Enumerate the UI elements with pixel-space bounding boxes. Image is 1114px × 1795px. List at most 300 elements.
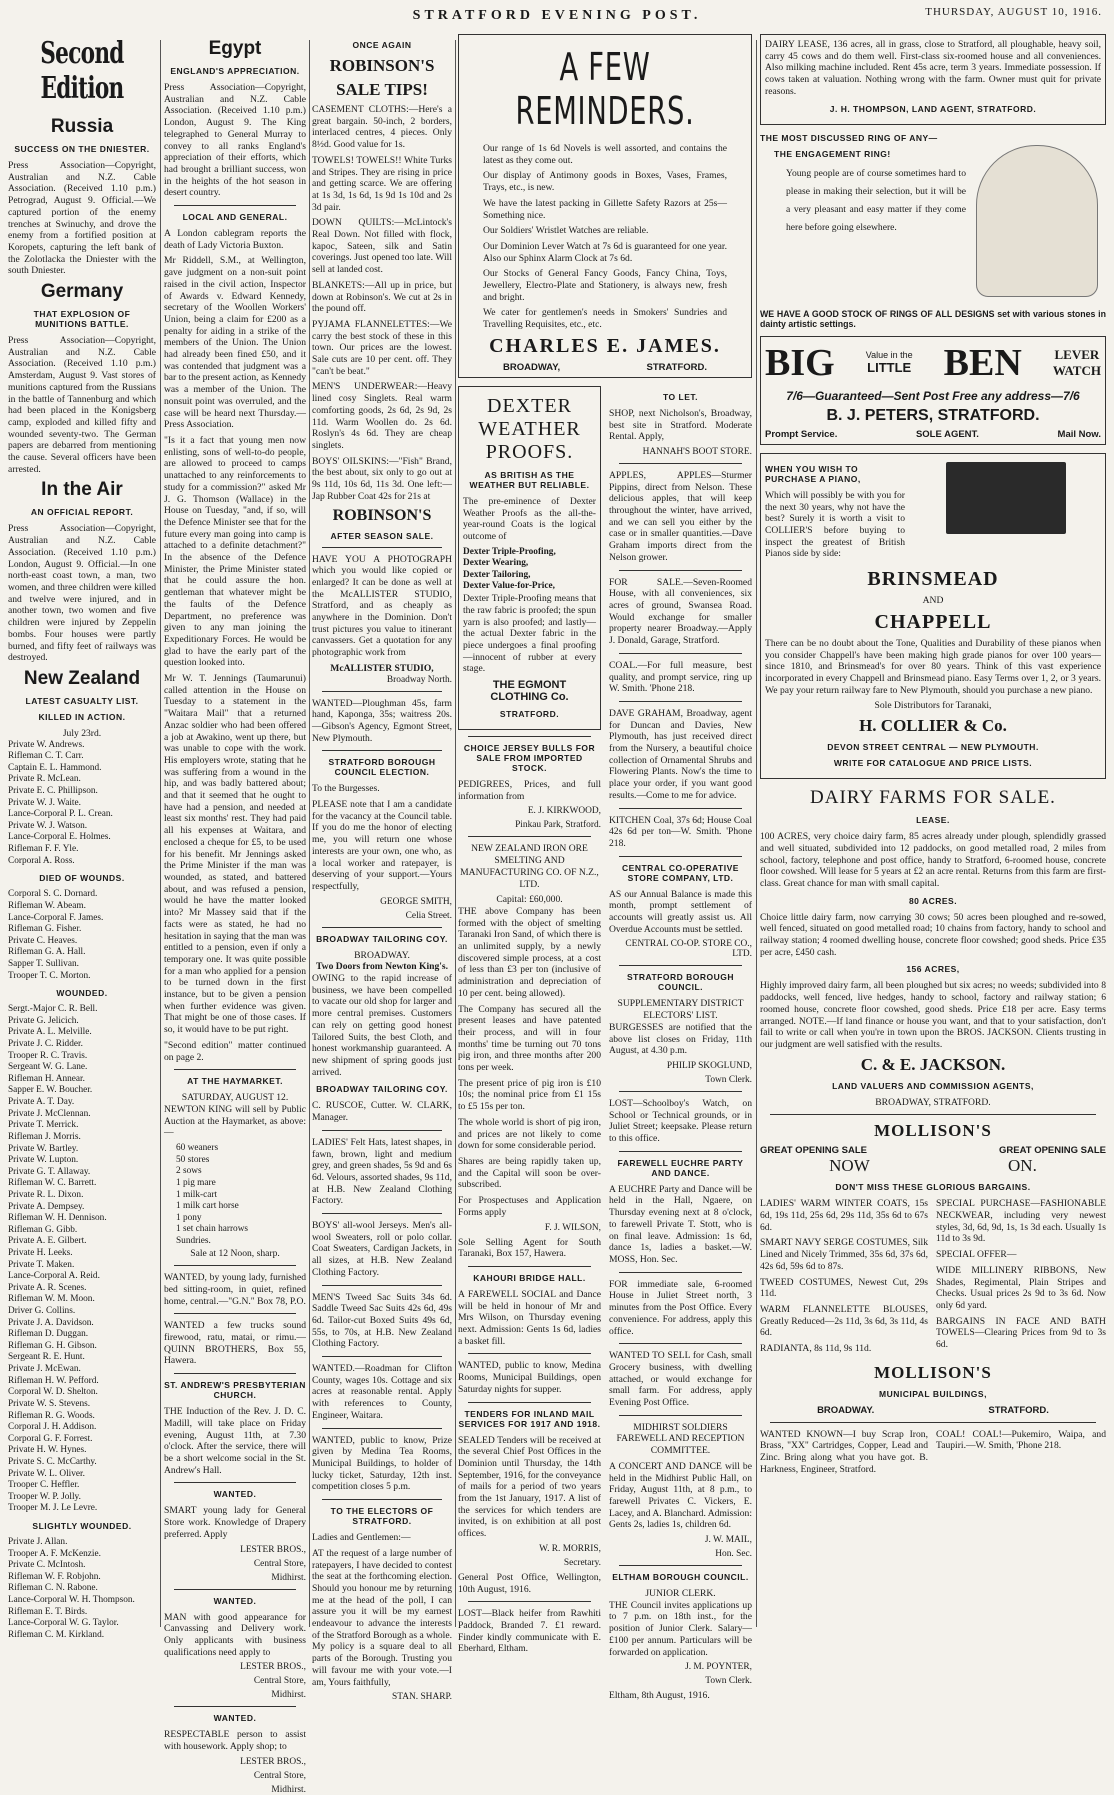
ad-signature: Central Store, xyxy=(253,1676,306,1687)
list-item: Trooper C. Heffler. xyxy=(8,1480,80,1491)
egypt-article: Press Association—Copyright, Australian and N.Z. Cable Association. (Received 1.10 p.m.) London, August 9. The King telegraphed to General Murray to convey to all ranks England's appreciation of their efforts, which had brought a brilliant success, won in the heights of the hot season in desert country. xyxy=(164,82,306,199)
list-item: 50 stores xyxy=(176,1154,210,1165)
piano-desc: There can be no doubt about the Tone, Qualities and Durability of these pianos when you consider Chappell's have been making high grade pianos for over 100 years—since 1810, and Brinsmead's for over 80 years. Think of this vast experience incorporated in every Chappell and Brinsmead piano. Easy Terms over 1, 2, or 3 years. We pay your return railway fare to New Plymouth, should you purchase a new piano. xyxy=(765,637,1101,696)
list-item: Private H. Leeks. xyxy=(8,1247,73,1258)
electors-heading: TO THE ELECTORS OF STRATFORD. xyxy=(330,1506,434,1527)
brand-brinsmead: BRINSMEAD xyxy=(867,568,999,591)
eltham-title: Town Clerk. xyxy=(705,1676,752,1687)
list-item: Lance-Corporal P. L. Crean. xyxy=(8,809,113,820)
ad-item: We cater for gentlemen's needs in Smokers' Sundries and Travelling Requisites, etc., etc. xyxy=(483,307,727,331)
addr-stratford: STRATFORD. xyxy=(988,1404,1049,1416)
column-2 xyxy=(164,34,306,1795)
robinson-once-again: ONCE AGAIN xyxy=(352,40,412,50)
russia-heading: Russia xyxy=(50,116,114,137)
mollison-great xyxy=(760,1145,1106,1156)
piano-illustration-wrap xyxy=(911,458,1101,564)
borough-signature: PHILIP SKOGLUND, xyxy=(666,1060,752,1071)
ad-item: Our range of 1s 6d Novels is well assorted, and contains the latest as they come out. xyxy=(483,143,727,166)
wanted-canvasser-ad: MAN with good appearance for Canvassing and Delivery work. Only applicants with business qualifications need apply to xyxy=(164,1611,306,1658)
ad-item: DOWN QUILTS:—McLintock's Real Down. Not filled with flock, kapoc, Sateen, silk and Satin coverings. Just opened too late. Will sell at landed cost. xyxy=(312,217,452,276)
photo-ad: HAVE YOU A PHOTOGRAPH which you would like copied or enlarged? It can be done as well at the McALLISTER STUDIO, Stratford, and as cheaply as anywhere in the Dominion. Don't trust pictures you value to itinerant canvassers. Get a quotation for any photographic work from xyxy=(312,553,452,659)
watch-text: WATCH xyxy=(1052,362,1101,378)
nz-subheading: LATEST CASUALTY LIST. xyxy=(25,695,139,706)
divider xyxy=(174,1313,296,1314)
dexter-body-2: Dexter Triple-Proofing means that the raw fabric is proofed; the spun yarn is also proofed; and lastly—the actual Dexter fabric in the piece undergoes a final proofing—innocent of rubber at every stage. xyxy=(463,593,596,675)
killed-list xyxy=(8,740,156,868)
borough-body: BURGESSES are notified that the above list closes on Friday, 11th August, at 4.30 p.m. xyxy=(609,1021,752,1057)
list-item: Rifleman W. H. Dennison. xyxy=(8,1213,107,1224)
dexter-location: STRATFORD. xyxy=(499,709,560,720)
list-item: Private R. L. Dixon. xyxy=(8,1189,84,1200)
wounded-list xyxy=(8,1004,156,1515)
farm-100-acres: 100 ACRES, very choice dairy farm, 85 acres already under plough, splendidly grassed and well situated, subdivided into 12 paddocks, on good metalled road, 2 miles from school, factory, telephone and post office, handy to Stratford, 6-roomed house, concrete floor cowshed. Will lease for 5 years at £2 an acre rental. Returns from this farm are first-class. Great chance for man with small capital. xyxy=(760,831,1106,889)
reminders-lines xyxy=(463,143,747,331)
local-para-4: Mr W. T. Jennings (Taumarunui) called attention in the House on Tuesday to a statement in the "Waitara Mail" that a returned Anzac soldier who had been offered a job at Awakino, went up there, but was unable to cope with the work. His employers wrote, stating that he was suffering from a wound in the hip, and was badly battered about; and that it seemed that he ought to have had a pension, and needed at least six months' rest. They had paid all his expenses at Waitara, and enclosed a cheque for £5, to be used for his benefit. Mr Jennings asked the Prime Minister if the man was wounded, as stated, and battered about, and was refused a pension, would he have the matter looked into? Mr Massey said that if the facts were as stated, he had no hesitation in saying that the man was entitled to a pension, even if only a temporary one. It was quite possible for a man who applied for a pension to be turned down in the first instance, but to be given a pension when further evidence was given. That might be one of those cases. If so, it would have to be put right. xyxy=(164,673,306,1036)
ad-item: Our display of Antimony goods in Boxes, Vases, Frames, Trays, etc., is new. xyxy=(483,170,727,194)
kahouri-body: A FAREWELL SOCIAL and Dance will be held in honour of Mr and Mrs Wilson, on Thursday evening next. Admission: Gents 1s 6d, ladies a basket fill. xyxy=(458,1288,601,1347)
iron-body-4: The whole world is short of pig iron, and prices are not likely to come down for some considerable period. xyxy=(458,1116,601,1152)
midhirst-signature: J. W. MAIL, xyxy=(704,1535,752,1546)
column-divider xyxy=(756,40,757,1627)
lost-heifer-ad: LOST—Black heifer from Rawhiti Paddock, Branded 7. £1 reward. Finder kindly communicate with E. Eberhard, Eltham. xyxy=(458,1608,601,1655)
council-letter: PLEASE note that I am a candidate for the vacancy at the Council table. If you do me the honor of electing me, you will return one whose interests are your own, one who, as a local worker and ratepayer, is deserving of your support.—Yours respectfully, xyxy=(312,799,452,892)
ring-footer: WE HAVE A GOOD STOCK OF RINGS OF ALL DESIGNS set with various stones in dainty artistic settings. xyxy=(760,308,1106,330)
killed-heading: KILLED IN ACTION. xyxy=(38,711,126,722)
kitchen-coal-ad: KITCHEN Coal, 37s 6d; House Coal 42s 6d per ton—W. Smith. 'Phone 218. xyxy=(609,814,752,849)
divider xyxy=(619,965,742,966)
list-item: Rifleman G. Fisher. xyxy=(8,924,82,935)
wanted-store-ad: SMART young lady for General Store work. Knowledge of Drapery preferred. Apply xyxy=(164,1505,306,1540)
tenders-signature: W. R. MORRIS, xyxy=(539,1543,601,1554)
great-sale-left: GREAT OPENING SALE xyxy=(760,1145,867,1157)
iron-body-2: The Company has secured all the present leases and have patented their process, and will in four months' time be turning out 70 tons pig iron, and three months after 200 tons per week. xyxy=(458,1003,601,1074)
divider xyxy=(468,1353,591,1354)
list-item: Lance-Corporal W. H. Thompson. xyxy=(8,1595,135,1606)
local-para-1: A London cablegram reports the death of Lady Victoria Buxton. xyxy=(164,228,306,251)
list-item: Private G. Jelicich. xyxy=(8,1015,79,1026)
brand-and: AND xyxy=(922,595,944,607)
coal-ad: COAL.—For full measure, best quality, and prompt service, ring up W. Smith. 'Phone 218. xyxy=(609,659,752,695)
newspaper-title: STRATFORD EVENING POST. xyxy=(412,8,702,23)
dairy-farms-heading: DAIRY FARMS FOR SALE. xyxy=(810,787,1056,809)
robinson-after-season: AFTER SEASON SALE. xyxy=(330,530,434,541)
eltham-sub: JUNIOR CLERK. xyxy=(645,1588,716,1600)
council-signature: GEORGE SMITH, xyxy=(380,896,452,907)
tenders-heading: TENDERS FOR INLAND MAIL SERVICES FOR 1917 AND 1918. xyxy=(458,1408,601,1429)
list-item: 1 set chain harrows xyxy=(176,1224,249,1235)
jersey-location: Pinkau Park, Stratford. xyxy=(515,820,601,831)
ben-word: BEN xyxy=(943,341,1022,384)
list-item: Private A. Dempsey. xyxy=(8,1201,85,1212)
apples-ad: APPLES, APPLES—Sturmer Pippins, direct from Nelson. These delicious apples, that will keep throughout the winter, have arrived, and we can sell you either by the case or in smaller quantities.—Dave Graham imports direct from the Nelson grower. xyxy=(609,469,752,563)
list-item: Private T. Maken. xyxy=(8,1259,75,1270)
iron-body-6: For Prospectuses and Application Forms apply xyxy=(458,1195,601,1218)
list-item: Private A. L. Melville. xyxy=(8,1027,92,1038)
mollison-footer-sub: MUNICIPAL BUILDINGS, xyxy=(879,1388,987,1399)
wanted-known-ad: WANTED KNOWN—I buy Scrap Iron, Brass, "XX" Cartridges, Copper, Lead and Zinc. Bring along what you have got. B. Harkness, Engineer, Stratford. xyxy=(760,1428,928,1475)
air-article: Press Association—Copyright, Australian and N.Z. Cable Association. (Received 1.10 p.m.) London, August 9. Official.—In one north-east coast town, a man, two women, and three children were killed and twelve were injured, and in another town, two women and five children were injured by Zeppelin bombs. Four houses were partly burned, and fifty feet of railways was destroyed. xyxy=(8,523,156,664)
wanted-firewood-ad: WANTED a few trucks sound firewood, ratu, matai, or rimu.—QUINN BROTHERS, Box 55, Hawera. xyxy=(164,1320,306,1367)
big-word: BIG xyxy=(765,341,835,384)
list-item: Private C. McIntosh. xyxy=(8,1560,86,1571)
divider xyxy=(468,1601,591,1602)
divider xyxy=(322,927,442,928)
ad-item: SMART NAVY SERGE COSTUMES, Silk Lined and Nicely Trimmed, 35s 6d, 37s 6d, 42s 6d, 59s 6d to 87s. xyxy=(760,1237,928,1272)
ring-sub: THE ENGAGEMENT RING! xyxy=(774,148,891,159)
coop-heading: CENTRAL CO-OPERATIVE STORE COMPANY, LTD. xyxy=(622,862,739,883)
ad-item: RADIANTA, 8s 11d, 9s 11d. xyxy=(760,1343,872,1355)
lost-watch-ad: LOST—Schoolboy's Watch, on School or Technical grounds, or in Juliet Street; keepsake. Please return to this office. xyxy=(609,1097,752,1145)
russia-article: Press Association—Copyright, Australian and N.Z. Cable Association. (Received 1.10 p.m.) Petrograd, August 9. Official.—We captured portion of the enemy trenches at Swinuchy, and drove the enemy from a fortified position at Koropets, capturing the left bank of the Zolotlacka the Dniester with the south Dniester. xyxy=(8,160,156,277)
list-item: Rifleman C. T. Carr. xyxy=(8,751,84,762)
list-item: Rifleman W. C. Barrett. xyxy=(8,1178,97,1189)
ad-signature: Central Store, xyxy=(253,1558,306,1569)
divider xyxy=(174,1069,296,1070)
list-item: Sapper E. W. Boucher. xyxy=(8,1085,93,1096)
list-item: Private A. T. Day. xyxy=(8,1097,75,1108)
air-subheading: AN OFFICIAL REPORT. xyxy=(30,507,134,518)
local-para-3: "Is it a fact that young men now enlisting, sons of well-to-do people, are allowed to proceed to camps unattached to any reinforcements to study for a commission?" asked Mr J. G. Thomson (Wallace) in the House on Tuesday, "and, if so, will the Defence Minister see that for the future every man going into camp is attached to a definite detachment?" In the absence of the Defence Minister, the Prime Minister stated that he could assure the hon. gentleman that whatever might be the faults of the Defence Department, no preference was given to any man joining the Expeditionary Forces. He would be glad to have the early part of the question looked into. xyxy=(164,434,306,669)
list-item: 60 weaners xyxy=(176,1143,219,1154)
haymarket-items xyxy=(164,1143,306,1247)
list-item: Private W. Lupton. xyxy=(8,1155,79,1166)
column-5 xyxy=(760,34,1106,1633)
col4-split xyxy=(458,386,752,1706)
divider xyxy=(619,701,742,702)
prompt-service: Prompt Service. xyxy=(765,428,838,440)
borough-title: Town Clerk. xyxy=(705,1074,752,1085)
divider xyxy=(619,1343,742,1344)
list-item: Private H. W. Hynes. xyxy=(8,1445,87,1456)
ad-signature: Central Store, xyxy=(253,1770,306,1781)
ad-item: MEN'S UNDERWEAR:—Heavy lined cosy Singlets. Real warm comforting goods, 2s 6d, 2s 9d, 2s 11d. Warm Woollen do. 2s 6d. Roslyn's 4s 6d. They are cheap singlets. xyxy=(312,381,452,451)
tenders-place: General Post Office, Wellington, 10th August, 1916. xyxy=(458,1571,601,1595)
house-sale-ad: FOR SALE.—Seven-Roomed House, with all conveniences, six acres of ground, Swansea Road. Would exchange for smaller property nearer Broadway.—Apply J. Donald, Garage, Stratford. xyxy=(609,576,752,647)
iron-body-3: The present price of pig iron is £10 10s; the nominal price from £1 15s to £5 15s per ton. xyxy=(458,1077,601,1113)
great-sale-right: GREAT OPENING SALE xyxy=(999,1145,1106,1157)
reminders-firm: CHARLES E. JAMES. xyxy=(489,334,721,357)
divider xyxy=(322,1499,442,1500)
medina-ad: WANTED, public to know, Prize given by Medina Tea Rooms, Municipal Buildings, to holder of lucky ticket, Saturday, 12th inst. competition closes 5 p.m. xyxy=(312,1434,452,1493)
robinson-sale-items xyxy=(312,104,452,503)
divider xyxy=(770,1114,1096,1115)
value-text: Value in the xyxy=(865,350,913,361)
list-item: Rifleman W. F. Robjohn. xyxy=(8,1571,101,1582)
list-item: Lance-Corporal E. Holmes. xyxy=(8,832,111,843)
list-item: Trooper A. F. McKenzie. xyxy=(8,1548,101,1559)
list-item: Trooper M. J. Le Levre. xyxy=(8,1503,98,1514)
column-3 xyxy=(312,34,452,1703)
dexter-sub: AS BRITISH AS THE WEATHER BUT RELIABLE. xyxy=(469,469,590,490)
list-item: Private J. C. Ridder. xyxy=(8,1039,83,1050)
divider xyxy=(468,1266,591,1267)
ad-item: WARM FLANNELETTE BLOUSES, Greatly Reduced—2s 11d, 3s 6d, 3s 11d, 4s 6d. xyxy=(760,1303,928,1339)
on-word: ON. xyxy=(1008,1156,1037,1176)
list-item: 1 milk cart horse xyxy=(176,1201,239,1212)
wounded-heading: WOUNDED. xyxy=(56,988,108,999)
killed-date: July 23rd. xyxy=(62,727,102,739)
list-item: Dexter Wearing, xyxy=(463,558,529,569)
list-item: 1 milk-cart xyxy=(176,1189,218,1200)
medina-rooms-ad: WANTED, public to know, Medina Rooms, Municipal Buildings, open Saturday nights for supper. xyxy=(458,1360,601,1395)
list-item: Rifleman W. M. Moon. xyxy=(8,1294,95,1305)
little-text: LITTLE xyxy=(867,360,912,376)
roadman-ad: WANTED.—Roadman for Clifton County, wages 10s. Cottage and six acres at reasonable rental. Apply with references to County, Engineer, Waitara. xyxy=(312,1363,452,1421)
electors-greeting: Ladies and Gentlemen:— xyxy=(312,1532,411,1544)
collier-firm: H. COLLIER & Co. xyxy=(859,716,1007,736)
mollison-footer-name: MOLLISON'S xyxy=(874,1362,992,1382)
mollison-bargains xyxy=(760,1198,1106,1358)
robinson-footer: ROBINSON'S xyxy=(332,506,432,524)
ad-item: BOYS' OILSKINS:—"Fish" Brand, the best about, six only to go out at 9s 11d, 10s 6d, 11s 3d. One left:—Jap Rubber Coat 42s for 21s at xyxy=(312,455,452,502)
tolet-heading: TO LET. xyxy=(663,391,698,402)
divider xyxy=(174,1482,296,1483)
borough-heading: STRATFORD BOROUGH COUNCIL. xyxy=(626,972,735,993)
list-item: Private S. C. McCarthy. xyxy=(8,1456,97,1467)
iron-location: Sole Selling Agent for South Taranaki, Box 157, Hawera. xyxy=(458,1236,601,1260)
ad-signature: LESTER BROS., xyxy=(240,1756,306,1767)
divider xyxy=(322,1356,442,1357)
divider xyxy=(322,1428,442,1429)
local-heading: LOCAL AND GENERAL. xyxy=(182,212,288,223)
column-4 xyxy=(458,34,752,1702)
dexter-ad xyxy=(458,386,601,730)
divider xyxy=(174,1265,296,1266)
eltham-body: THE Council invites applications up to 7 p.m. on 18th inst., for the position of Junior Clerk. Salary—£100 per annum. Particulars will be forwarded on application. xyxy=(609,1599,752,1658)
jersey-body: PEDIGREES, Prices, and full information from xyxy=(458,779,601,802)
big-ben-row xyxy=(765,341,1101,385)
list-item: Driver G. Collins. xyxy=(8,1306,76,1317)
piano-intro: WHEN YOU WISH TO PURCHASE A PIANO, xyxy=(765,463,861,484)
col4-left xyxy=(458,386,601,1706)
ad-item: Our Stocks of General Fancy Goods, Fancy China, Toys, Jewellery, Electro-Plate and Stationery, is always new, fresh and bright. xyxy=(483,268,727,303)
wanted-room-ad: WANTED, by young lady, furnished bed sitting-room, in quiet, refined home, central.—"G.N." Box 78, P.O. xyxy=(164,1272,306,1307)
list-item: Trooper R. C. Travis. xyxy=(8,1050,88,1061)
ring-heading: THE MOST DISCUSSED RING OF ANY— xyxy=(760,132,938,143)
list-item: 2 sows xyxy=(176,1166,202,1177)
continued-note: "Second edition" matter continued on page 2. xyxy=(164,1039,306,1063)
list-item: Private A. E. Gilbert. xyxy=(8,1236,87,1247)
divider xyxy=(174,1373,296,1374)
eltham-heading: ELTHAM BOROUGH COUNCIL. xyxy=(612,1572,749,1583)
haymarket-heading: AT THE HAYMARKET. xyxy=(187,1076,283,1087)
boys-jerseys-ad: BOYS' all-wool Jerseys. Men's all-wool Sweaters, roll or polo collar. Coat Sweaters, Cardigan Jackets, in all sizes, at H.B. New Zealand Clothing Factory. xyxy=(312,1220,452,1278)
divider xyxy=(322,1130,442,1131)
list-item: Private J. A. Davidson. xyxy=(8,1317,94,1328)
list-item: Captain E. L. Hammond. xyxy=(8,762,102,773)
russia-subheading: SUCCESS ON THE DNIESTER. xyxy=(14,144,150,154)
ring-ad xyxy=(760,133,1106,309)
divider xyxy=(468,736,591,737)
tailoring-sub-2: Two Doors from Newton King's. xyxy=(315,961,449,973)
addr-broadway: BROADWAY. xyxy=(817,1404,875,1416)
haymarket-intro: NEWTON KING will sell by Public Auction at the Haymarket, as above:— xyxy=(164,1103,306,1139)
divider xyxy=(619,653,742,654)
ad-item: TOWELS! TOWELS!! White Turks and Stripes. They are rising in price and getting scarce. We are offering at 1s 3d, 1s 6d, 1s 9d 1s 10d and 2s 3d pair. xyxy=(312,154,452,213)
local-para-2: Mr Riddell, S.M., at Wellington, gave judgment on a non-suit point raised in the civil action, Inspector of Awards v. Edward Kennedy, secretary of the Woollen Workers' Union, being a claim for £200 as a penalty for aiding in a strike of the members of the Union. The Union had already been fined £50, and it was contended that judgment was a bar to the present action, as Kennedy was a member of the Union. The nonsuit point was overruled, and the case will be heard next Thursday.—Press Association. xyxy=(164,255,306,431)
divider xyxy=(619,1091,742,1092)
jersey-signature: E. J. KIRKWOOD, xyxy=(527,806,601,817)
robinson-title-2: SALE TIPS! xyxy=(336,80,428,99)
divider xyxy=(468,836,591,837)
mollison-left xyxy=(760,1198,928,1358)
piano-distrib: Sole Distributors for Taranaki, xyxy=(874,700,992,712)
jackson-addr: BROADWAY, STRATFORD. xyxy=(875,1096,991,1108)
farms-lease: LEASE. xyxy=(916,815,950,826)
list-item: Rifleman G. A. Hall. xyxy=(8,947,86,958)
ad-item: SPECIAL PURCHASE—FASHIONABLE NECKWEAR, including very newest styles, 3d, 6d, 9d, 1s, 1s 3d each. Usually 1s 11d to 3s 9d. xyxy=(936,1198,1106,1245)
mollison-right xyxy=(936,1198,1106,1358)
column-1 xyxy=(8,34,156,1640)
church-notice: THE Induction of the Rev. J. D. C. Madill, will take place on Friday evening, August 11th, at 7.30 o'clock. After the service, there will be a short welcome social in the St. Andrew's Hall. xyxy=(164,1406,306,1476)
wanted-heading: WANTED. xyxy=(213,1713,257,1724)
divider xyxy=(619,1415,742,1416)
piano-text xyxy=(765,458,905,564)
reminders-ad xyxy=(458,34,752,378)
ring-body: Young people are of course sometimes hard to please in making their selection, but it will be a very pleasant and easy matter if they come here before going elsewhere. xyxy=(786,167,966,234)
list-item: Corporal A. Ross. xyxy=(8,855,75,866)
piano-illustration xyxy=(946,462,1066,534)
ad-item: CASEMENT CLOTHS:—Here's a great bargain. 50-inch, 2 borders, interlaced centres, 4 pieces. Only 8½d. Good value for 1s. xyxy=(312,104,452,151)
list-item: Trooper T. C. Morton. xyxy=(8,970,91,981)
dexter-body: The pre-eminence of Dexter Weather Proofs as the all-the-year-round Coats is the logical outcome of xyxy=(463,495,596,542)
list-item: Private C. Heaves. xyxy=(8,935,78,946)
wanted-housework-ad: RESPECTABLE person to assist with housework. Apply shop; to xyxy=(164,1729,306,1753)
kahouri-heading: KAHOURI BRIDGE HALL. xyxy=(473,1272,586,1283)
list-item: Private R. McLean. xyxy=(8,774,81,785)
mollison-name: MOLLISON'S xyxy=(874,1121,992,1141)
list-item: Rifleman G. H. Gibson. xyxy=(8,1340,97,1351)
euchre-body: A EUCHRE Party and Dance will be held in the Hall, Ngaere, on Thursday evening next at 8 o'clock, to farewell Private T. Stott, who is on final leave. Admission: 1s 6d, dance 1s, ladies a basket.—W. MOSS, Hon. Sec. xyxy=(609,1183,752,1265)
tweed-suits-ad: MEN'S Tweed Sac Suits 34s 6d. Saddle Tweed Sac Suits 42s 6d, 49s 6d. Tailor-cut Boxed Suits 49s 6d, 55s, to 70s, at H.B. New Zealand Clothing Factory. xyxy=(312,1291,452,1350)
haymarket-date: SATURDAY, AUGUST 12. xyxy=(181,1092,289,1104)
divider xyxy=(619,463,742,464)
list-item: Rifleman C. N. Rabone. xyxy=(8,1583,98,1594)
farms-h2: 80 ACRES. xyxy=(908,895,958,906)
list-item: Sundries. xyxy=(176,1235,211,1246)
list-item: Rifleman D. Duggan. xyxy=(8,1329,89,1340)
list-item: 1 pony xyxy=(176,1212,202,1223)
divider xyxy=(322,750,442,751)
list-item: Rifleman H. W. Pefford. xyxy=(8,1375,99,1386)
immediate-sale-ad: FOR immediate sale, 6-roomed House in Juliet Street north, 3 minutes from the Post Office. Every convenience. For address, apply this office. xyxy=(609,1278,752,1337)
tolet-signature: HANNAH'S BOOT STORE. xyxy=(642,446,752,457)
list-item: Private W. S. Stevens. xyxy=(8,1398,91,1409)
divider xyxy=(468,1402,591,1403)
edition-heading: Second Edition xyxy=(40,36,124,106)
list-item: Private E. C. Phillipson. xyxy=(8,786,98,797)
dow-heading: DIED OF WOUNDS. xyxy=(39,873,125,884)
slightly-heading: SLIGHTLY WOUNDED. xyxy=(32,1521,132,1531)
iron-capital: Capital: £60,000. xyxy=(496,894,563,906)
ad-item: TWEED COSTUMES, Newest Cut, 29s 11d. xyxy=(760,1276,928,1300)
column-divider xyxy=(455,40,456,1627)
farms-h3: 156 ACRES, xyxy=(906,964,960,975)
divider xyxy=(322,547,442,548)
dexter-firm: THE EGMONT CLOTHING Co. xyxy=(490,679,569,704)
list-item: Corporal G. F. Forrest. xyxy=(8,1433,93,1444)
dairy-lease-text: DAIRY LEASE, 136 acres, all in grass, close to Stratford, all ploughable, heavy soil, carry 45 cows and do them well. First-class six-roomed house and all conveniences. Also milking machine included. Rent 45s acre, term 3 years. Immediate possession. If cows taken at valuation. Nothing wrong with the farm. Owner must quit for private reasons. xyxy=(765,39,1101,97)
electors-letter: AT the request of a large number of ratepayers, I have decided to contest the seat at the forthcoming election. Should you honour me by returning me at the head of the poll, I can assure you it will be my earnest endeavour to advance the interests of the Stratford Borough as a whole. My policy is a square deal to all parts of the Borough. Trusting you will favour me with your vote.—I am, Yours faithfully, xyxy=(312,1547,452,1688)
ad-item: SPECIAL OFFER— xyxy=(936,1249,1017,1261)
tenders-body: SEALED Tenders will be received at the several Chief Post Offices in the Dominion until Thursday, the 14th September, 1916, for the conveyance of mails for a period of two years from the 1st January, 1917. A list of the services for which tenders are invited, is on exhibition at all post offices. xyxy=(458,1434,601,1540)
iron-body-5: Shares are being rapidly taken up, and the Capital will soon be over-subscribed. xyxy=(458,1156,601,1191)
list-item: Dexter Value-for-Price, xyxy=(463,581,555,592)
wanted-heading: WANTED. xyxy=(213,1489,257,1500)
mollison-footer-addr xyxy=(760,1405,1106,1416)
list-item: Private A. R. Scenes. xyxy=(8,1282,87,1293)
eltham-signature: J. M. POYNTER, xyxy=(685,1662,752,1673)
address-part: STRATFORD. xyxy=(646,361,707,373)
sole-agent: SOLE AGENT. xyxy=(915,428,979,440)
list-item: Dexter Tailoring, xyxy=(463,569,531,580)
list-item: Private W. J. Watson. xyxy=(8,820,88,831)
list-item: Corporal J. H. Addison. xyxy=(8,1422,97,1433)
list-item: Lance-Corporal W. G. Taylor. xyxy=(8,1618,119,1629)
reminders-heading: A FEW REMINDERS. xyxy=(515,45,695,133)
list-item: Private J. McClennan. xyxy=(8,1108,91,1119)
coal-coal-ad: COAL! COAL!—Pukemiro, Waipa, and Taupiri.—W. Smith, 'Phone 218. xyxy=(936,1428,1106,1452)
studio-name: McALLISTER STUDIO, xyxy=(330,662,434,674)
haymarket-sale-time: Sale at 12 Noon, sharp. xyxy=(190,1247,280,1259)
eltham-place: Eltham, 8th August, 1916. xyxy=(609,1690,710,1702)
mail-now: Mail Now. xyxy=(1057,428,1101,440)
divider xyxy=(619,1565,742,1566)
list-item: Lance-Corporal F. James. xyxy=(8,912,104,923)
dow-list xyxy=(8,889,156,982)
list-item: Rifleman H. Annear. xyxy=(8,1073,85,1084)
divider xyxy=(322,1213,442,1214)
egypt-heading: Egypt xyxy=(208,38,262,59)
list-item: Rifleman F. F. Yle. xyxy=(8,844,79,855)
now-word: NOW xyxy=(829,1156,870,1176)
egypt-subheading: ENGLAND'S APPRECIATION. xyxy=(170,66,300,76)
divider xyxy=(174,1706,296,1707)
tenders-title: Secretary. xyxy=(563,1557,601,1568)
list-item: Private W. Andrews. xyxy=(8,739,85,750)
list-item: Private J. McEwan. xyxy=(8,1364,81,1375)
ad-signature: LESTER BROS., xyxy=(240,1544,306,1555)
lever-watch xyxy=(1053,347,1101,379)
ad-signature: Midhirst. xyxy=(271,1572,306,1583)
studio-location: Broadway North. xyxy=(386,674,452,685)
piano-ad xyxy=(760,453,1106,779)
air-heading: In the Air xyxy=(41,479,123,501)
lever-text: LEVER xyxy=(1054,346,1100,362)
wanted-sell-ad: WANTED TO SELL for Cash, small Grocery business, with dwelling attached, or would exchange for small farm. For address, apply Evening Post Office. xyxy=(609,1350,752,1409)
divider xyxy=(619,856,742,857)
jackson-sub: LAND VALUERS AND COMMISSION AGENTS, xyxy=(832,1080,1034,1091)
robinson-title: ROBINSON'S xyxy=(329,56,435,75)
germany-subheading: THAT EXPLOSION OF MUNITIONS BATTLE. xyxy=(33,309,131,330)
tolet-body: SHOP, next Nicholson's, Broadway, best site in Stratford. Moderate Rental. Apply, xyxy=(609,407,752,443)
ad-item: Our Soldiers' Wristlet Watches are reliable. xyxy=(483,225,649,237)
dairy-farms-ad xyxy=(760,787,1106,1108)
ladies-hats-ad: LADIES' Felt Hats, latest shapes, in fawn, brown, light and medium grey, and green shades, 5s 9d and 6s 6d. Velours, assorted shades, 9s 11d, at H.B. New Zealand Clothing Factory. xyxy=(312,1136,452,1207)
dave-graham-ad: DAVE GRAHAM, Broadway, agent for Duncan and Davies, New Plymouth, has just received direct from the Nursery, a beautiful choice collection of Ornamental Shrubs and Flowering Plants. Now's the time to place your order, if you want good results.—Come to me for advice. xyxy=(609,707,752,801)
list-item: Rifleman C. M. Kirkland. xyxy=(8,1629,105,1640)
issue-date: THURSDAY, AUGUST 10, 1916. xyxy=(925,6,1102,18)
farm-156-acres: Highly improved dairy farm, all been ploughed but six acres; no weeds; subdivided into 8 paddocks, well fenced, live hedges, handy to school, factory and railway station; 6 roomed house, concrete floor cowshed, good sheds. Price £18 per acre. Easy terms arranged. NOTE.—If land finance or house you want, and that to your satisfaction, don't fail to write or call when you're in town upon the BROS. JACKSON. Clients trusting in our judgment are well satisfied with the results. xyxy=(760,980,1106,1050)
list-item: Private G. T. Allaway. xyxy=(8,1166,91,1177)
list-item: Private W. J. Waite. xyxy=(8,797,81,808)
list-item: Rifleman G. Gibb. xyxy=(8,1224,78,1235)
ad-signature: LESTER BROS., xyxy=(240,1662,306,1673)
tailoring-sign: BROADWAY TAILORING COY. xyxy=(316,1084,448,1095)
big-ben-ad xyxy=(760,336,1106,445)
list-item: Sergeant W. G. Lane. xyxy=(8,1062,88,1073)
divider xyxy=(322,691,442,692)
